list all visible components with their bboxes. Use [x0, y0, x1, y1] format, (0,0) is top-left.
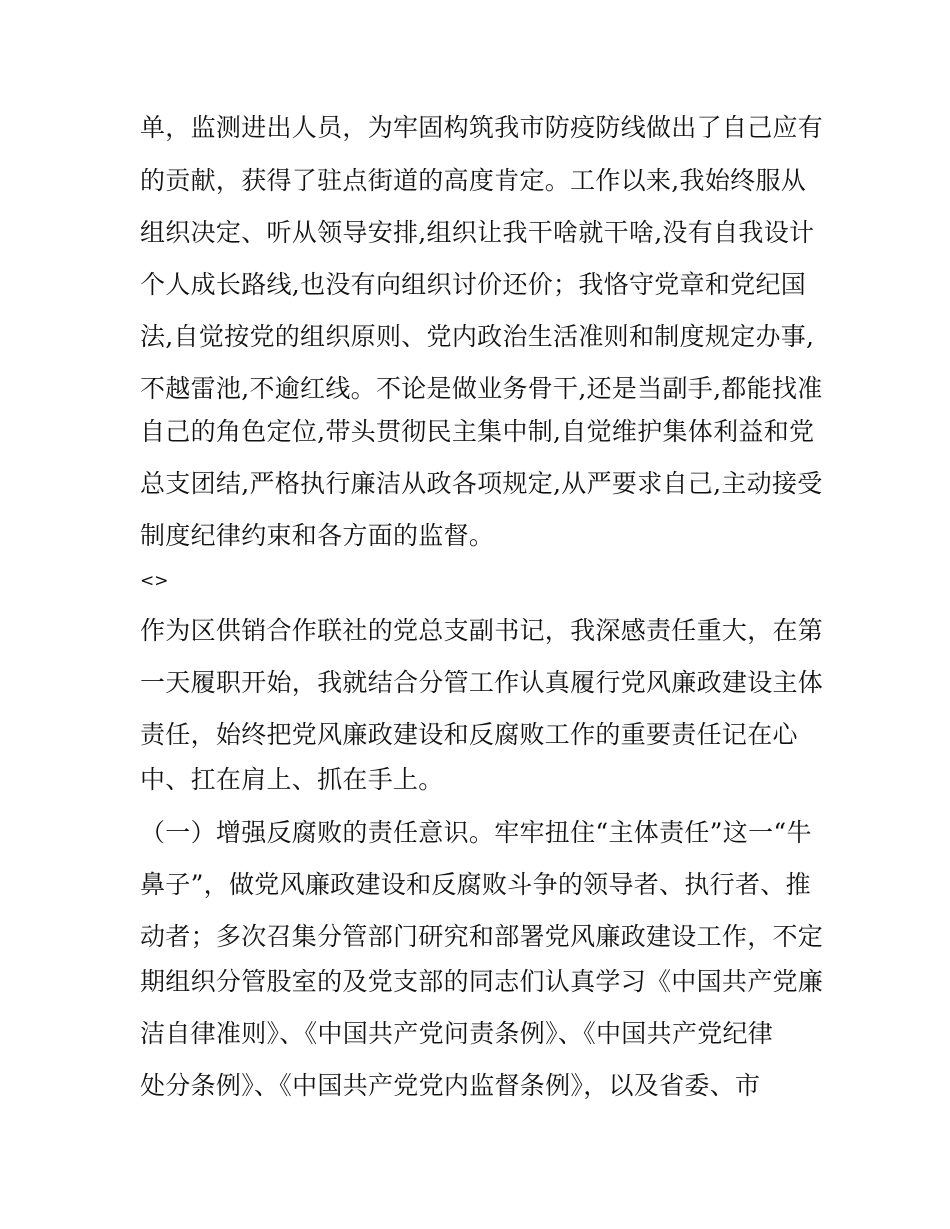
paragraph-3-line-6: 处分条例》、《中国共产党党内监督条例》，以及省委、市 — [140, 1071, 761, 1100]
paragraph-1-line-9: 制度纪律约束和各方面的监督。 — [140, 521, 495, 550]
paragraph-3-line-5: 洁自律准则》、《中国共产党问责条例》、《中国共产党纪律 — [140, 1019, 774, 1048]
paragraph-3-line-4: 期组织分管股室的及党支部的同志们认真学习《中国共产党廉 — [140, 967, 824, 996]
paragraph-2-line-3: 责任，始终把党风廉政建设和反腐败工作的重要责任记在心 — [140, 720, 798, 749]
paragraph-2-line-4: 中、扛在肩上、抓在手上。 — [140, 765, 444, 794]
paragraph-1-line-4: 个人成长路线,也没有向组织讨价还价；我恪守党章和党纪国 — [140, 270, 807, 299]
paragraph-1-line-3: 组织决定、听从领导安排,组织让我干啥就干啥,没有自我设计 — [140, 218, 815, 247]
paragraph-1-line-1: 单，监测进出人员，为牢固构筑我市防疫防线做出了自己应有 — [140, 113, 824, 142]
paragraph-1-line-8: 总支团结,严格执行廉洁从政各项规定,从严要求自己,主动接受 — [140, 469, 823, 498]
paragraph-1-line-6: 不越雷池,不逾红线。不论是做业务骨干,还是当副手,都能找准 — [140, 374, 823, 403]
paragraph-2-line-1: 作为区供销合作联社的党总支副书记，我深感责任重大，在第 — [140, 616, 824, 645]
paragraph-1-line-7: 自己的角色定位,带头贯彻民主集中制,自觉维护集体利益和党 — [140, 417, 815, 446]
section-marker: <> — [140, 571, 169, 591]
paragraph-3-line-1: （一）增强反腐败的责任意识。牢牢扭住“主体责任”这一“牛 — [140, 818, 812, 847]
paragraph-1-line-5: 法,自觉按党的组织原则、党内政治生活准则和制度规定办事, — [140, 322, 815, 351]
paragraph-1-line-2: 的贡献，获得了驻点街道的高度肯定。工作以来,我始终服从 — [140, 166, 807, 195]
paragraph-2-line-2: 一天履职开始，我就结合分管工作认真履行党风廉政建设主体 — [140, 668, 824, 697]
paragraph-3-line-2: 鼻子”，做党风廉政建设和反腐败斗争的领导者、执行者、推 — [140, 870, 811, 899]
paragraph-3-line-3: 动者；多次召集分管部门研究和部署党风廉政建设工作，不定 — [140, 922, 824, 951]
